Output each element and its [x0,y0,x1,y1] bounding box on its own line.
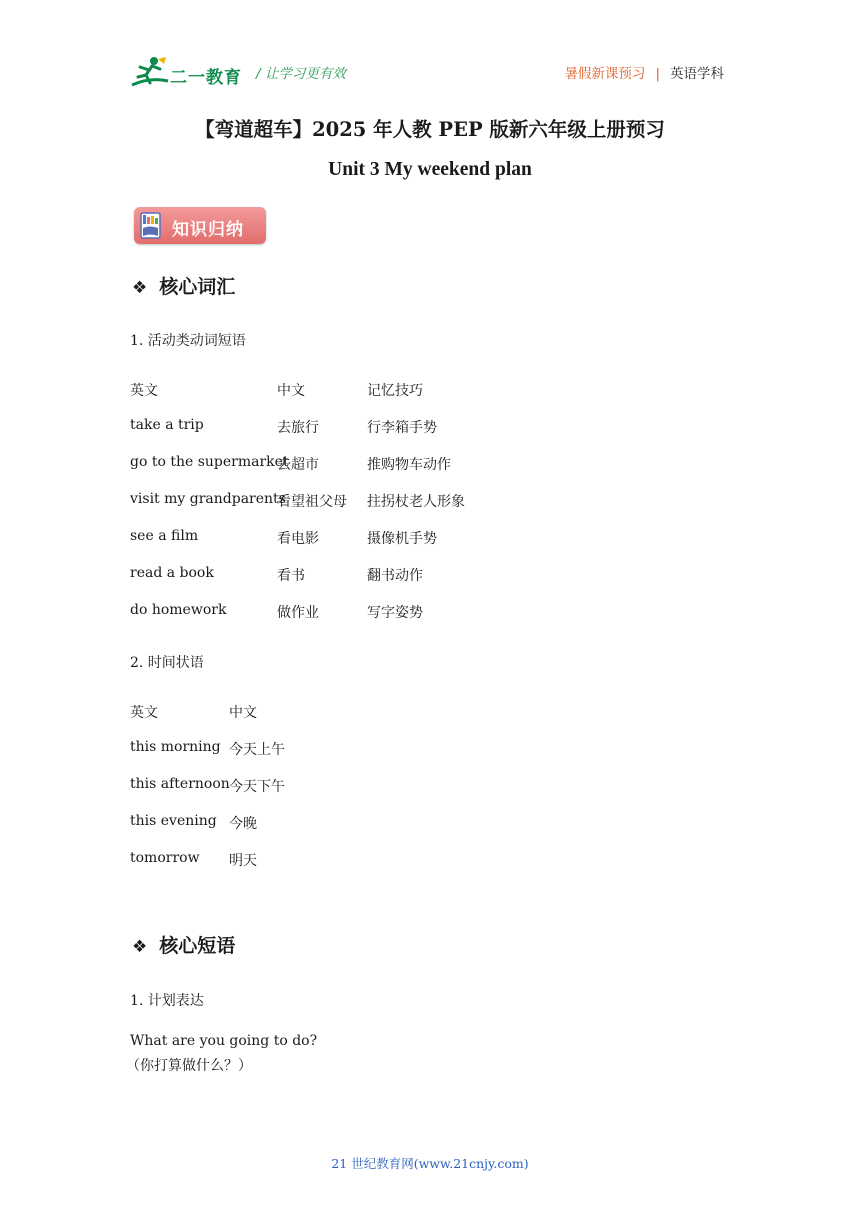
table-cell: 今天下午 [229,779,285,795]
table-cell: tomorrow [130,850,200,866]
table-cell: 行李箱手势 [367,420,437,436]
column-header-chinese: 中文 [229,705,257,721]
table-cell: 看电影 [277,531,319,547]
table-cell: 拄拐杖老人形象 [367,494,465,510]
table-cell: go to the supermarket [130,454,289,470]
table-cell: 今晚 [229,816,257,832]
column-header-chinese: 中文 [277,383,305,399]
table-cell: see a film [130,528,199,544]
table-cell: 去超市 [277,457,319,473]
table-cell: take a trip [130,417,204,433]
table-cell: 摄像机手势 [367,531,437,547]
unit-title: Unit 3 My weekend plan [328,159,532,180]
table-cell: 推购物车动作 [367,457,451,473]
footer-link[interactable]: 21 世纪教育网(www.21cnjy.com) [331,1156,529,1171]
column-header-english: 英文 [130,705,158,721]
section-heading-phrases [132,931,235,958]
section-title: 核心词汇 [159,276,236,298]
column-header-tip: 记忆技巧 [367,383,423,399]
table-cell: this afternoon [130,776,230,792]
knowledge-badge [134,207,266,244]
subheading-verb-phrases: 1. 活动类动词短语 [130,333,246,349]
table-cell: 去旅行 [277,420,319,436]
example-sentence: What are you going to do? [130,1033,318,1049]
example-translation: （你打算做什么？） [126,1058,252,1074]
table-cell: this evening [130,813,217,829]
subheading-time-adverbials: 2. 时间状语 [130,655,204,671]
header-right [564,62,724,82]
table-cell: read a book [130,565,214,581]
section-title: 核心短语 [159,935,236,957]
column-header-english: 英文 [130,383,158,399]
header-separator: | [655,66,660,82]
section-heading-vocabulary [132,272,235,299]
table-cell: visit my grandparents [130,491,286,507]
table-cell: 做作业 [277,605,319,621]
table-cell: this morning [130,739,221,755]
logo-text: 二一教育 [170,68,242,88]
course-label: 暑假新课预习 [564,66,646,82]
diamond-bullet-icon: ❖ [132,278,148,298]
table-cell: 写字姿势 [367,605,423,621]
page-title: 【弯道超车】2025 年人教 PEP 版新六年级上册预习 [195,118,665,141]
badge-label: 知识归纳 [172,220,244,240]
slogan: / 让学习更有效 [256,66,346,82]
table-cell: do homework [130,602,227,618]
diamond-bullet-icon: ❖ [132,937,148,957]
subheading-plan-expressions: 1. 计划表达 [130,993,204,1009]
table-cell: 看书 [277,568,305,584]
table-cell: 看望祖父母 [277,494,347,510]
table-cell: 明天 [229,853,257,869]
runner-logo-icon [130,55,170,91]
table-cell: 翻书动作 [367,568,423,584]
subject-label: 英语学科 [670,66,724,82]
book-icon [140,212,161,239]
table-cell: 今天上午 [229,742,285,758]
